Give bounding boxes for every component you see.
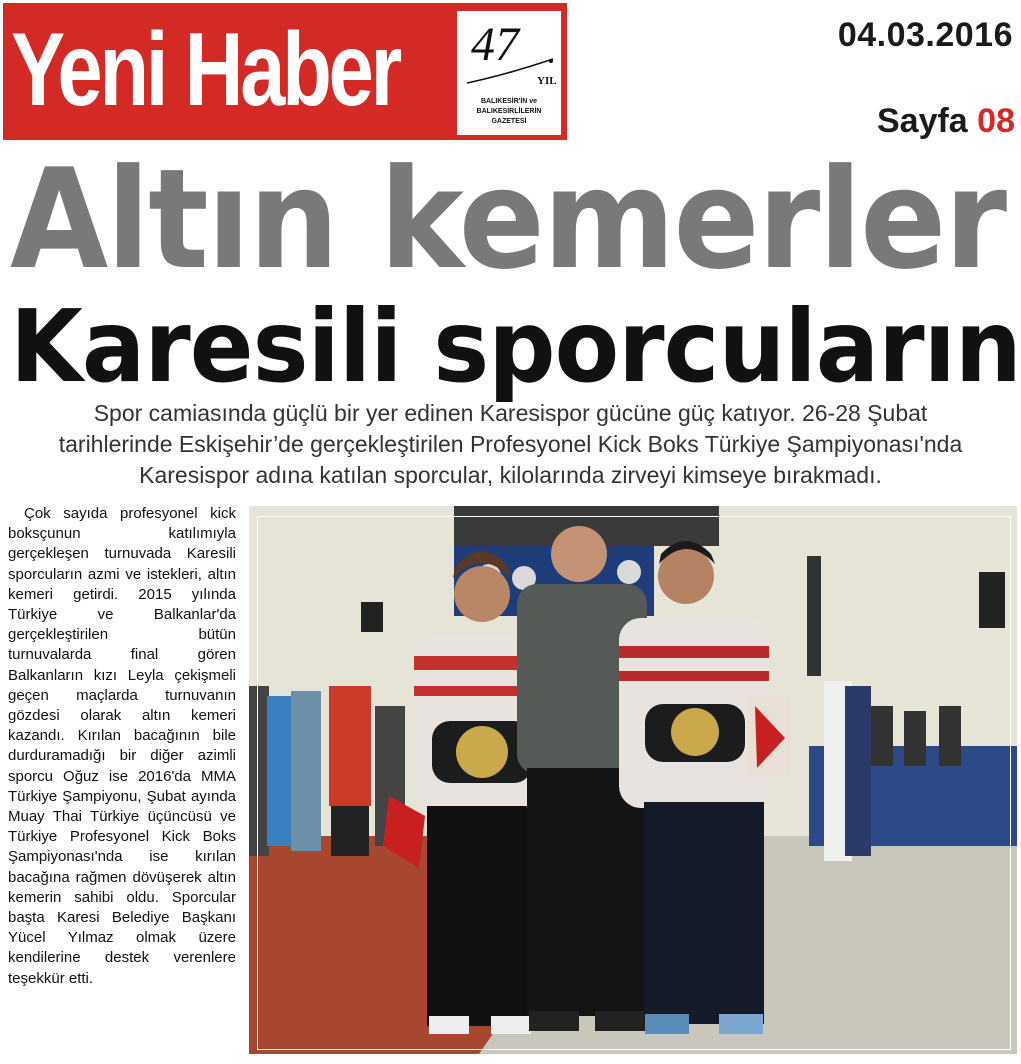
article-photo <box>249 506 1017 1054</box>
anniversary-badge <box>457 11 561 135</box>
photo-frame <box>257 516 1011 1050</box>
page-number <box>877 102 1015 141</box>
lead-line: tarihlerinde Eskişehir’de gerçekleştirilen Profesyonel Kick Boks Türkiye Şampiyonası'nda <box>58 431 963 457</box>
masthead-tagline <box>461 97 557 127</box>
anniversary-number: 47 <box>471 18 519 71</box>
headline-line-1: Altın kemerler <box>10 139 1006 300</box>
page-label: Sayfa <box>876 102 968 140</box>
tagline-line: GAZETESİ <box>491 118 527 125</box>
tagline-line: BALIKESİR'İN ve <box>480 98 538 105</box>
newspaper-title: Yeni Haber <box>11 12 400 128</box>
article-body: Çok sayıda profesyonel kick boksçunun katılımıyla gerçekleşen turnuvada Karesili sporcuların azmi ve istekleri, altın kemeri getirdi. 2015 yılında Türkiye ve Balkanlar'da gerçekleştirilen bütün turnuvalarda final gören Balkanların kızı Leyla çekişmeli geçen maçlarda turnuvanın gözdesi olarak altın kemeri kazandı. Kırılan bacağının bile durduramadığı bir diğer azimli sporcu Oğuz ise 2016'da MMA Türkiye Şampiyonu, Şubat ayında Muay Thai Türkiye üçüncüsü ve Türkiye Profesyonel Kick Boks Şampiyonası'nda ise kırılan bacağına rağmen dövüşerek altın kemerin sahibi oldu. Sporcular başta Karesi Belediye Başkanı Yücel Yılmaz olmak üzere kendilerine destek verenlere teşekkür etti. <box>8 505 236 987</box>
lead-line: Karesispor adına katılan sporcular, kilolarında zirveyi kimseye bırakmadı. <box>139 462 882 488</box>
anniversary-unit: YIL <box>537 75 557 87</box>
masthead <box>3 3 567 140</box>
issue-date: 04.03.2016 <box>837 16 1013 54</box>
lead-paragraph <box>0 398 1021 491</box>
lead-line: Spor camiasında güçlü bir yer edinen Karesispor gücüne güç katıyor. 26-28 Şubat <box>93 400 928 426</box>
headline-line-2: Karesili sporcuların <box>10 288 1021 405</box>
tagline-line: BALIKESİRLİLERİN <box>476 108 542 115</box>
page-digits: 08 <box>977 102 1015 140</box>
